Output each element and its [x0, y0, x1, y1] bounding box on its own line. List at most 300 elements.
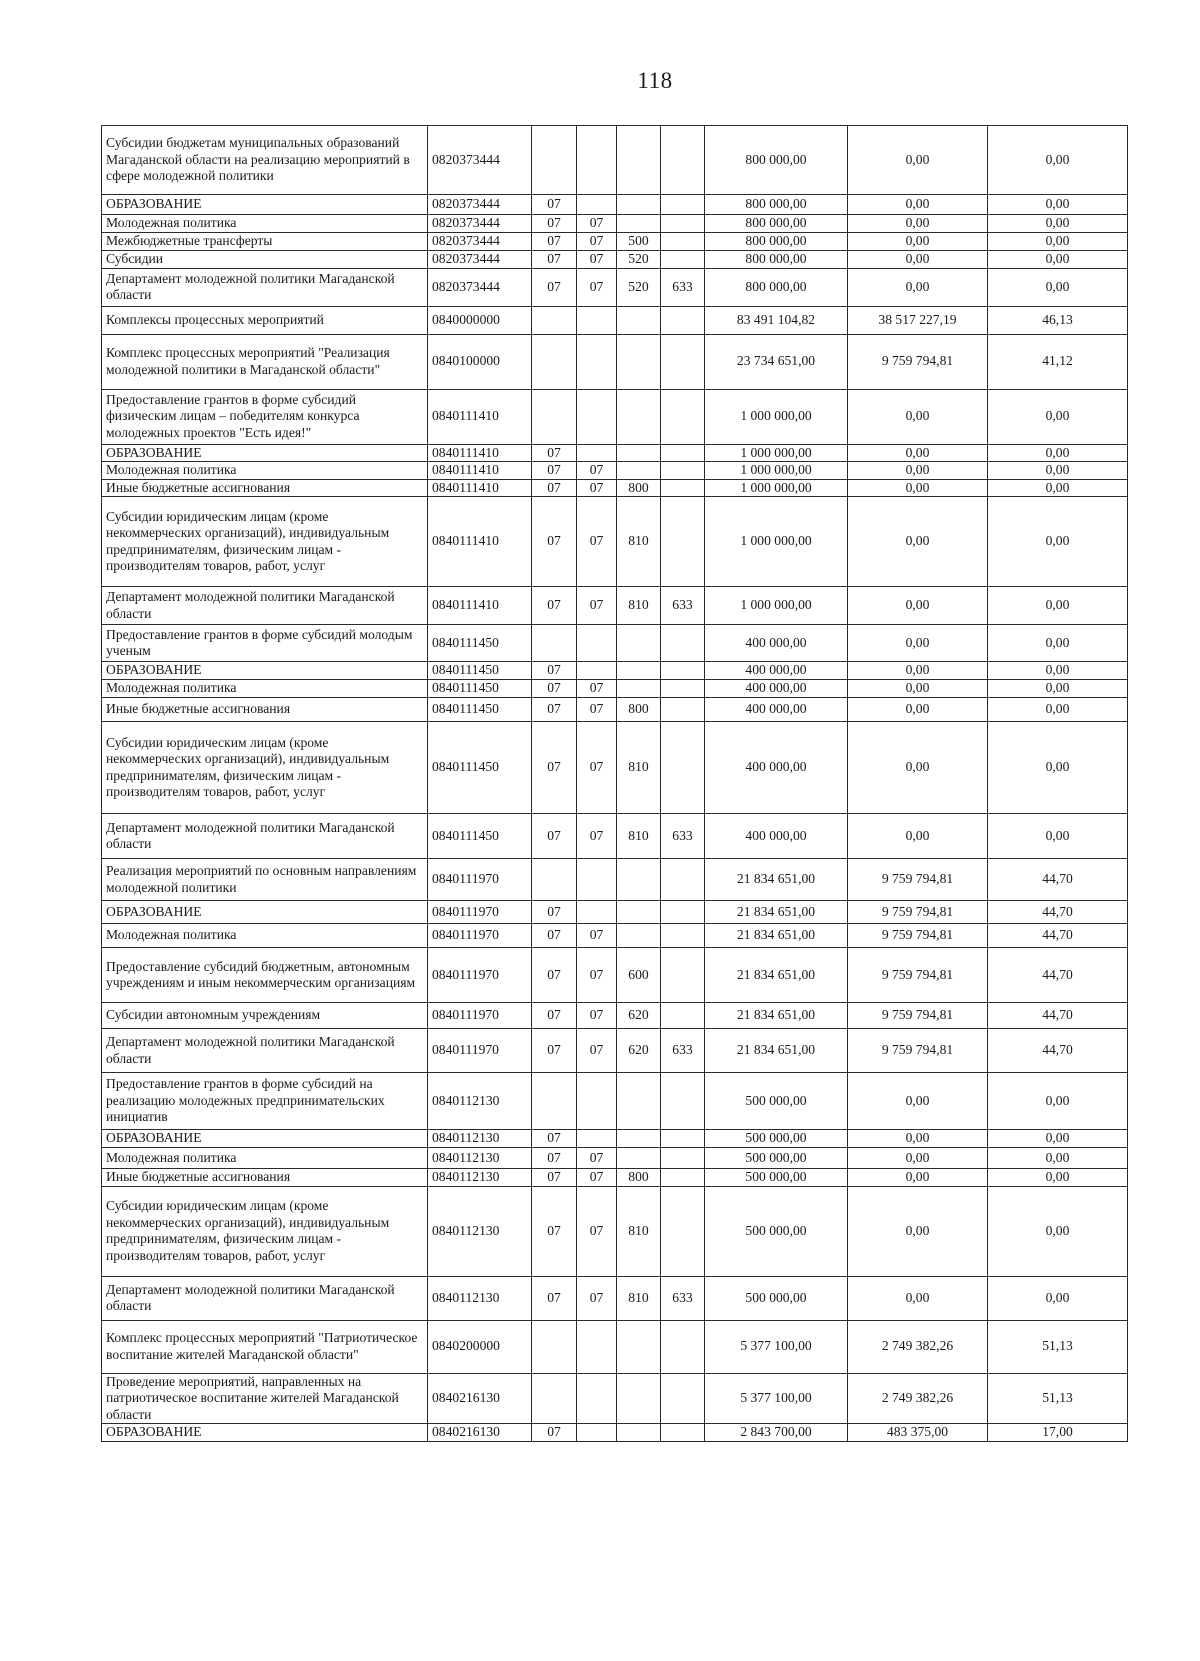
row-percent: 0,00 — [988, 587, 1128, 625]
row-name: Межбюджетные трансферты — [102, 233, 428, 251]
row-subsection: 07 — [577, 814, 617, 859]
row-actual-amount: 0,00 — [848, 1276, 988, 1320]
row-code: 0840111450 — [428, 662, 532, 680]
row-actual-amount: 483 375,00 — [848, 1424, 988, 1442]
row-expense-type: 810 — [617, 722, 661, 814]
row-code: 0840111970 — [428, 924, 532, 948]
row-name: Молодежная политика — [102, 680, 428, 698]
row-expense-type: 520 — [617, 250, 661, 268]
row-expense-type — [617, 924, 661, 948]
row-section: 07 — [532, 924, 577, 948]
row-code: 0840112130 — [428, 1073, 532, 1130]
row-name: Предоставление грантов в форме субсидий молодым ученым — [102, 625, 428, 662]
row-plan-amount: 400 000,00 — [705, 625, 848, 662]
row-subsection — [577, 859, 617, 901]
table-row — [102, 1320, 1128, 1373]
row-section: 07 — [532, 1130, 577, 1148]
row-code: 0820373444 — [428, 233, 532, 251]
row-expense-type — [617, 444, 661, 462]
row-section: 07 — [532, 497, 577, 587]
row-department-code — [661, 1003, 705, 1029]
row-department-code — [661, 479, 705, 497]
row-section — [532, 306, 577, 334]
row-department-code — [661, 1373, 705, 1424]
row-code: 0820373444 — [428, 250, 532, 268]
page-number: 118 — [637, 68, 673, 93]
row-plan-amount: 1 000 000,00 — [705, 497, 848, 587]
row-actual-amount: 9 759 794,81 — [848, 334, 988, 389]
row-actual-amount: 0,00 — [848, 1169, 988, 1187]
row-code: 0840111410 — [428, 462, 532, 480]
row-name: Комплекс процессных мероприятий "Патриотическое воспитание жителей Магаданской области" — [102, 1320, 428, 1373]
row-actual-amount: 0,00 — [848, 250, 988, 268]
table-row — [102, 444, 1128, 462]
row-actual-amount: 9 759 794,81 — [848, 924, 988, 948]
row-expense-type — [617, 662, 661, 680]
row-name: Предоставление грантов в форме субсидий на реализацию молодежных предпринимательских инициатив — [102, 1073, 428, 1130]
row-percent: 0,00 — [988, 497, 1128, 587]
row-actual-amount: 9 759 794,81 — [848, 1029, 988, 1073]
row-actual-amount: 0,00 — [848, 268, 988, 306]
row-actual-amount: 38 517 227,19 — [848, 306, 988, 334]
table-row — [102, 924, 1128, 948]
table-row — [102, 250, 1128, 268]
row-plan-amount: 1 000 000,00 — [705, 389, 848, 444]
row-code: 0840111410 — [428, 389, 532, 444]
row-percent: 44,70 — [988, 924, 1128, 948]
row-name: Молодежная политика — [102, 924, 428, 948]
row-plan-amount: 23 734 651,00 — [705, 334, 848, 389]
row-actual-amount: 0,00 — [848, 680, 988, 698]
row-subsection: 07 — [577, 1003, 617, 1029]
row-subsection — [577, 1373, 617, 1424]
row-section — [532, 1073, 577, 1130]
row-name: Субсидии — [102, 250, 428, 268]
row-section — [532, 1320, 577, 1373]
row-percent: 0,00 — [988, 1276, 1128, 1320]
row-plan-amount: 2 843 700,00 — [705, 1424, 848, 1442]
row-code: 0840111450 — [428, 722, 532, 814]
row-percent: 0,00 — [988, 389, 1128, 444]
row-name: Молодежная политика — [102, 462, 428, 480]
row-expense-type — [617, 859, 661, 901]
row-actual-amount: 0,00 — [848, 1073, 988, 1130]
row-code: 0820373444 — [428, 126, 532, 195]
row-subsection: 07 — [577, 1169, 617, 1187]
row-name: ОБРАЗОВАНИЕ — [102, 1424, 428, 1442]
row-code: 0840112130 — [428, 1186, 532, 1276]
row-section: 07 — [532, 680, 577, 698]
row-expense-type — [617, 1424, 661, 1442]
table-row — [102, 814, 1128, 859]
row-code: 0840111450 — [428, 814, 532, 859]
row-actual-amount: 0,00 — [848, 444, 988, 462]
row-expense-type — [617, 195, 661, 215]
row-subsection: 07 — [577, 924, 617, 948]
row-section: 07 — [532, 195, 577, 215]
row-actual-amount: 0,00 — [848, 233, 988, 251]
row-department-code: 633 — [661, 1029, 705, 1073]
row-actual-amount: 0,00 — [848, 462, 988, 480]
row-percent: 0,00 — [988, 479, 1128, 497]
row-plan-amount: 800 000,00 — [705, 268, 848, 306]
row-plan-amount: 400 000,00 — [705, 662, 848, 680]
row-subsection: 07 — [577, 479, 617, 497]
row-name: Департамент молодежной политики Магаданской области — [102, 1029, 428, 1073]
row-plan-amount: 21 834 651,00 — [705, 859, 848, 901]
row-expense-type — [617, 334, 661, 389]
table-row — [102, 389, 1128, 444]
row-actual-amount: 0,00 — [848, 814, 988, 859]
row-section — [532, 126, 577, 195]
row-actual-amount: 0,00 — [848, 1148, 988, 1169]
row-percent: 0,00 — [988, 462, 1128, 480]
row-actual-amount: 0,00 — [848, 389, 988, 444]
row-department-code — [661, 625, 705, 662]
table-row — [102, 680, 1128, 698]
table-row — [102, 662, 1128, 680]
row-expense-type: 600 — [617, 948, 661, 1003]
table-row — [102, 215, 1128, 233]
row-code: 0840111450 — [428, 625, 532, 662]
row-department-code — [661, 497, 705, 587]
row-section: 07 — [532, 268, 577, 306]
row-department-code — [661, 722, 705, 814]
row-percent: 0,00 — [988, 1073, 1128, 1130]
row-code: 0840216130 — [428, 1373, 532, 1424]
table-row — [102, 195, 1128, 215]
row-department-code — [661, 334, 705, 389]
row-department-code — [661, 462, 705, 480]
row-expense-type: 810 — [617, 1186, 661, 1276]
row-percent: 0,00 — [988, 1148, 1128, 1169]
table-row — [102, 587, 1128, 625]
row-code: 0840112130 — [428, 1276, 532, 1320]
row-actual-amount: 0,00 — [848, 126, 988, 195]
row-name: Молодежная политика — [102, 1148, 428, 1169]
table-row — [102, 1424, 1128, 1442]
row-actual-amount: 0,00 — [848, 497, 988, 587]
row-percent: 0,00 — [988, 195, 1128, 215]
row-expense-type: 800 — [617, 698, 661, 722]
row-subsection: 07 — [577, 948, 617, 1003]
row-expense-type: 620 — [617, 1003, 661, 1029]
row-subsection: 07 — [577, 680, 617, 698]
row-plan-amount: 21 834 651,00 — [705, 901, 848, 924]
row-percent: 0,00 — [988, 126, 1128, 195]
row-code: 0840111970 — [428, 948, 532, 1003]
row-subsection: 07 — [577, 1276, 617, 1320]
table-row — [102, 306, 1128, 334]
row-expense-type — [617, 306, 661, 334]
row-subsection — [577, 1130, 617, 1148]
row-name: Проведение мероприятий, направленных на патриотическое воспитание жителей Магаданской области — [102, 1373, 428, 1424]
row-expense-type: 810 — [617, 497, 661, 587]
row-expense-type — [617, 126, 661, 195]
row-subsection: 07 — [577, 1029, 617, 1073]
row-expense-type: 810 — [617, 587, 661, 625]
row-code: 0840200000 — [428, 1320, 532, 1373]
row-actual-amount: 9 759 794,81 — [848, 948, 988, 1003]
table-row — [102, 268, 1128, 306]
row-code: 0820373444 — [428, 195, 532, 215]
row-percent: 0,00 — [988, 722, 1128, 814]
row-section: 07 — [532, 1003, 577, 1029]
row-code: 0840111970 — [428, 1029, 532, 1073]
row-expense-type — [617, 215, 661, 233]
row-actual-amount: 0,00 — [848, 722, 988, 814]
table-row — [102, 1373, 1128, 1424]
row-department-code — [661, 1148, 705, 1169]
row-plan-amount: 1 000 000,00 — [705, 479, 848, 497]
row-department-code — [661, 662, 705, 680]
row-percent: 41,12 — [988, 334, 1128, 389]
table-row — [102, 1186, 1128, 1276]
row-subsection — [577, 901, 617, 924]
row-subsection — [577, 334, 617, 389]
budget-rows — [102, 126, 1128, 1442]
row-code: 0840111410 — [428, 587, 532, 625]
row-subsection: 07 — [577, 215, 617, 233]
row-plan-amount: 1 000 000,00 — [705, 587, 848, 625]
row-percent: 44,70 — [988, 901, 1128, 924]
row-code: 0840111450 — [428, 698, 532, 722]
row-expense-type: 500 — [617, 233, 661, 251]
row-actual-amount: 2 749 382,26 — [848, 1373, 988, 1424]
row-percent: 46,13 — [988, 306, 1128, 334]
row-plan-amount: 500 000,00 — [705, 1276, 848, 1320]
table-row — [102, 859, 1128, 901]
row-plan-amount: 400 000,00 — [705, 814, 848, 859]
row-subsection — [577, 389, 617, 444]
row-expense-type: 620 — [617, 1029, 661, 1073]
table-row — [102, 233, 1128, 251]
row-subsection — [577, 625, 617, 662]
row-actual-amount: 0,00 — [848, 215, 988, 233]
row-code: 0840111450 — [428, 680, 532, 698]
row-name: Реализация мероприятий по основным направлениям молодежной политики — [102, 859, 428, 901]
row-code: 0840100000 — [428, 334, 532, 389]
row-code: 0840111970 — [428, 859, 532, 901]
row-percent: 0,00 — [988, 215, 1128, 233]
row-expense-type: 520 — [617, 268, 661, 306]
row-code: 0840112130 — [428, 1148, 532, 1169]
row-department-code — [661, 444, 705, 462]
row-code: 0840112130 — [428, 1169, 532, 1187]
row-section: 07 — [532, 1276, 577, 1320]
row-percent: 51,13 — [988, 1320, 1128, 1373]
row-subsection — [577, 1320, 617, 1373]
row-name: Иные бюджетные ассигнования — [102, 698, 428, 722]
row-percent: 0,00 — [988, 625, 1128, 662]
row-section: 07 — [532, 901, 577, 924]
budget-table — [101, 125, 1128, 1442]
table-row — [102, 334, 1128, 389]
row-department-code — [661, 924, 705, 948]
row-name: ОБРАЗОВАНИЕ — [102, 1130, 428, 1148]
row-subsection: 07 — [577, 722, 617, 814]
row-plan-amount: 5 377 100,00 — [705, 1320, 848, 1373]
row-plan-amount: 800 000,00 — [705, 233, 848, 251]
row-section: 07 — [532, 587, 577, 625]
row-department-code — [661, 1424, 705, 1442]
row-department-code — [661, 250, 705, 268]
row-actual-amount: 0,00 — [848, 625, 988, 662]
row-section: 07 — [532, 1148, 577, 1169]
row-department-code — [661, 306, 705, 334]
row-percent: 0,00 — [988, 233, 1128, 251]
row-section: 07 — [532, 814, 577, 859]
row-section — [532, 389, 577, 444]
row-plan-amount: 400 000,00 — [705, 698, 848, 722]
row-expense-type — [617, 1073, 661, 1130]
row-name: ОБРАЗОВАНИЕ — [102, 444, 428, 462]
row-percent: 0,00 — [988, 268, 1128, 306]
row-name: Департамент молодежной политики Магаданской области — [102, 814, 428, 859]
row-plan-amount: 500 000,00 — [705, 1130, 848, 1148]
row-plan-amount: 21 834 651,00 — [705, 948, 848, 1003]
row-department-code — [661, 698, 705, 722]
row-actual-amount: 9 759 794,81 — [848, 859, 988, 901]
row-actual-amount: 9 759 794,81 — [848, 901, 988, 924]
row-code: 0840111970 — [428, 901, 532, 924]
row-plan-amount: 21 834 651,00 — [705, 1003, 848, 1029]
row-subsection — [577, 306, 617, 334]
row-expense-type — [617, 1373, 661, 1424]
table-row — [102, 1073, 1128, 1130]
row-name: Субсидии юридическим лицам (кроме некоммерческих организаций), индивидуальным предпринимателям, физическим лицам - производителям товаров, работ, услуг — [102, 1186, 428, 1276]
row-department-code: 633 — [661, 268, 705, 306]
row-department-code — [661, 233, 705, 251]
row-expense-type — [617, 1148, 661, 1169]
row-expense-type — [617, 1130, 661, 1148]
row-department-code — [661, 215, 705, 233]
row-actual-amount: 0,00 — [848, 587, 988, 625]
row-actual-amount: 0,00 — [848, 1186, 988, 1276]
row-department-code — [661, 680, 705, 698]
table-row — [102, 948, 1128, 1003]
row-section: 07 — [532, 444, 577, 462]
row-name: Субсидии бюджетам муниципальных образований Магаданской области на реализацию мероприятий в сфере молодежной политики — [102, 126, 428, 195]
row-name: ОБРАЗОВАНИЕ — [102, 195, 428, 215]
row-expense-type — [617, 680, 661, 698]
row-expense-type — [617, 625, 661, 662]
row-section: 07 — [532, 662, 577, 680]
row-subsection: 07 — [577, 268, 617, 306]
row-code: 0840111410 — [428, 497, 532, 587]
row-name: Комплексы процессных мероприятий — [102, 306, 428, 334]
row-actual-amount: 0,00 — [848, 662, 988, 680]
row-subsection — [577, 1424, 617, 1442]
table-row — [102, 1130, 1128, 1148]
row-subsection: 07 — [577, 497, 617, 587]
row-code: 0840111410 — [428, 444, 532, 462]
row-plan-amount: 800 000,00 — [705, 126, 848, 195]
row-expense-type: 810 — [617, 1276, 661, 1320]
row-percent: 0,00 — [988, 680, 1128, 698]
row-actual-amount: 0,00 — [848, 1130, 988, 1148]
table-row — [102, 1169, 1128, 1187]
row-section — [532, 1373, 577, 1424]
row-percent: 0,00 — [988, 814, 1128, 859]
table-row — [102, 462, 1128, 480]
row-percent: 0,00 — [988, 1130, 1128, 1148]
row-percent: 51,13 — [988, 1373, 1128, 1424]
row-code: 0840112130 — [428, 1130, 532, 1148]
table-row — [102, 1148, 1128, 1169]
row-department-code — [661, 1186, 705, 1276]
row-percent: 44,70 — [988, 859, 1128, 901]
table-row — [102, 698, 1128, 722]
row-expense-type — [617, 901, 661, 924]
row-department-code — [661, 859, 705, 901]
row-actual-amount: 0,00 — [848, 479, 988, 497]
row-plan-amount: 500 000,00 — [705, 1148, 848, 1169]
row-plan-amount: 500 000,00 — [705, 1186, 848, 1276]
row-name: Иные бюджетные ассигнования — [102, 1169, 428, 1187]
table-row — [102, 722, 1128, 814]
row-subsection — [577, 126, 617, 195]
row-percent: 0,00 — [988, 1186, 1128, 1276]
row-percent: 0,00 — [988, 1169, 1128, 1187]
row-subsection — [577, 662, 617, 680]
row-plan-amount: 1 000 000,00 — [705, 462, 848, 480]
row-code: 0840000000 — [428, 306, 532, 334]
row-name: Комплекс процессных мероприятий "Реализация молодежной политики в Магаданской области" — [102, 334, 428, 389]
row-percent: 0,00 — [988, 662, 1128, 680]
row-section: 07 — [532, 233, 577, 251]
row-plan-amount: 1 000 000,00 — [705, 444, 848, 462]
row-percent: 44,70 — [988, 1029, 1128, 1073]
row-department-code — [661, 948, 705, 1003]
table-row — [102, 1003, 1128, 1029]
row-name: Предоставление субсидий бюджетным, автономным учреждениям и иным некоммерческим организациям — [102, 948, 428, 1003]
row-subsection — [577, 1073, 617, 1130]
row-percent: 17,00 — [988, 1424, 1128, 1442]
row-section: 07 — [532, 250, 577, 268]
row-plan-amount: 400 000,00 — [705, 722, 848, 814]
row-percent: 0,00 — [988, 444, 1128, 462]
row-department-code: 633 — [661, 814, 705, 859]
row-name: ОБРАЗОВАНИЕ — [102, 662, 428, 680]
row-plan-amount: 21 834 651,00 — [705, 924, 848, 948]
row-department-code — [661, 126, 705, 195]
row-expense-type: 800 — [617, 479, 661, 497]
row-department-code — [661, 1320, 705, 1373]
row-expense-type: 810 — [617, 814, 661, 859]
row-department-code — [661, 1073, 705, 1130]
row-section: 07 — [532, 698, 577, 722]
row-percent: 0,00 — [988, 698, 1128, 722]
row-department-code — [661, 901, 705, 924]
row-percent: 44,70 — [988, 1003, 1128, 1029]
row-section: 07 — [532, 1169, 577, 1187]
row-plan-amount: 800 000,00 — [705, 250, 848, 268]
row-subsection — [577, 195, 617, 215]
row-department-code — [661, 195, 705, 215]
row-code: 0820373444 — [428, 215, 532, 233]
row-code: 0820373444 — [428, 268, 532, 306]
row-actual-amount: 0,00 — [848, 698, 988, 722]
table-row — [102, 479, 1128, 497]
row-subsection: 07 — [577, 233, 617, 251]
row-actual-amount: 0,00 — [848, 195, 988, 215]
row-plan-amount: 21 834 651,00 — [705, 1029, 848, 1073]
row-name: Субсидии автономным учреждениям — [102, 1003, 428, 1029]
row-name: Предоставление грантов в форме субсидий физическим лицам – победителям конкурса молодежных проектов "Есть идея!" — [102, 389, 428, 444]
row-expense-type — [617, 1320, 661, 1373]
row-department-code: 633 — [661, 587, 705, 625]
